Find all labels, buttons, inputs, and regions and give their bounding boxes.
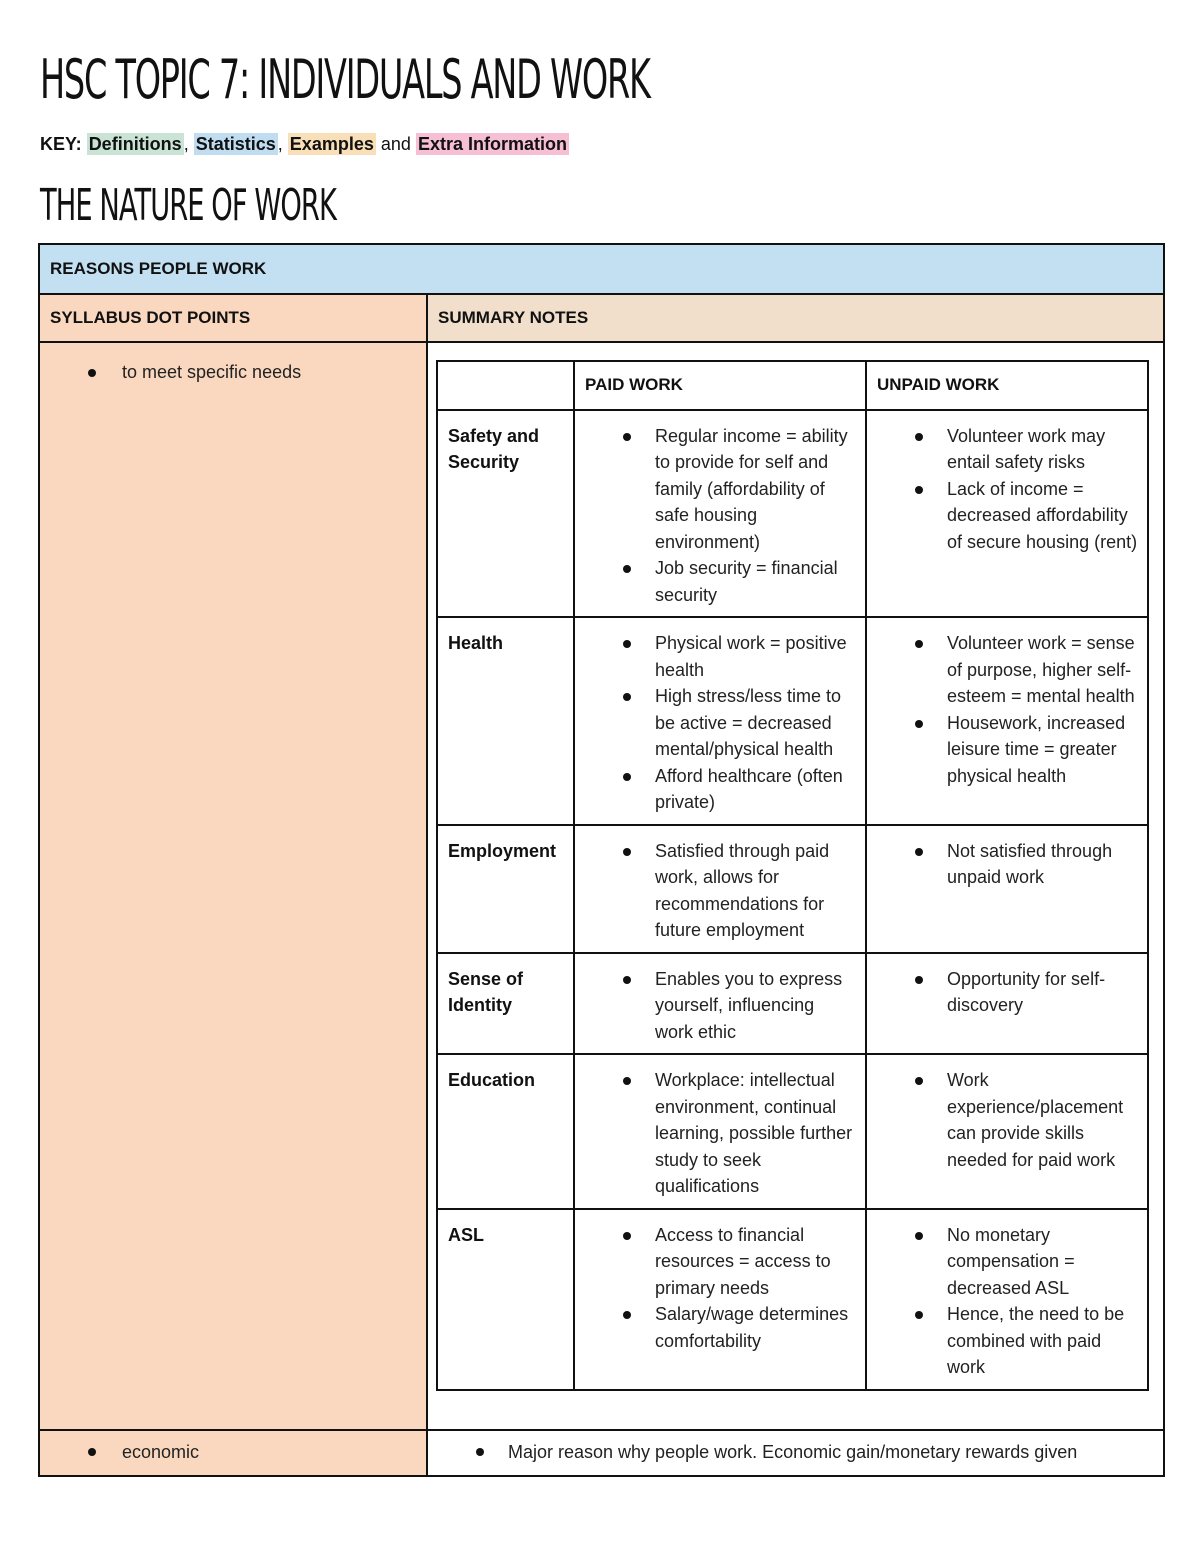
row-category: ASL bbox=[437, 1209, 574, 1390]
key-legend bbox=[40, 132, 569, 156]
unpaid-work-point: Volunteer work may entail safety risks bbox=[877, 423, 1139, 476]
key-extra-information: Extra Information bbox=[417, 134, 567, 154]
unpaid-work-point: Hence, the need to be combined with paid work bbox=[877, 1301, 1139, 1381]
row-category: Health bbox=[437, 617, 574, 825]
paid-work-point: Regular income = ability to provide for self and family (affordability of safe housing environment) bbox=[585, 423, 857, 556]
unpaid-work-point: Volunteer work = sense of purpose, higher self-esteem = mental health bbox=[877, 630, 1139, 710]
paid-work-point: Job security = financial security bbox=[585, 555, 857, 608]
unpaid-work-cell bbox=[866, 1209, 1148, 1390]
paid-work-cell bbox=[574, 1054, 866, 1209]
row-category: Education bbox=[437, 1054, 574, 1209]
unpaid-work-cell bbox=[866, 953, 1148, 1055]
column-header-syllabus: SYLLABUS DOT POINTS bbox=[39, 294, 427, 342]
unpaid-work-cell bbox=[866, 825, 1148, 953]
row-category: Employment bbox=[437, 825, 574, 953]
reasons-table bbox=[38, 243, 1165, 1477]
table-row bbox=[437, 617, 1148, 825]
paid-work-cell bbox=[574, 617, 866, 825]
key-examples: Examples bbox=[289, 134, 374, 154]
summary-cell bbox=[427, 1430, 1164, 1476]
unpaid-work-cell bbox=[866, 1054, 1148, 1209]
summary-point: Major reason why people work. Economic gain/monetary rewards given bbox=[428, 1439, 1163, 1466]
key-and: and bbox=[380, 134, 411, 154]
column-header-paid: PAID WORK bbox=[574, 361, 866, 410]
paid-work-cell bbox=[574, 1209, 866, 1390]
unpaid-work-point: Lack of income = decreased affordability of secure housing (rent) bbox=[877, 476, 1139, 556]
table-row bbox=[437, 1054, 1148, 1209]
paid-unpaid-table bbox=[436, 360, 1149, 1391]
row-category: Safety and Security bbox=[437, 410, 574, 618]
table-row bbox=[437, 953, 1148, 1055]
paid-work-point: Access to financial resources = access to primary needs bbox=[585, 1222, 857, 1302]
syllabus-point: economic bbox=[40, 1439, 426, 1466]
unpaid-work-point: Not satisfied through unpaid work bbox=[877, 838, 1139, 891]
row-category: Sense of Identity bbox=[437, 953, 574, 1055]
table-row bbox=[437, 825, 1148, 953]
syllabus-cell bbox=[39, 342, 427, 1430]
key-definitions: Definitions bbox=[88, 134, 182, 154]
key-statistics: Statistics bbox=[195, 134, 276, 154]
unpaid-work-point: No monetary compensation = decreased ASL bbox=[877, 1222, 1139, 1302]
unpaid-work-point: Work experience/placement can provide skills needed for paid work bbox=[877, 1067, 1139, 1173]
column-header-unpaid: UNPAID WORK bbox=[866, 361, 1148, 410]
section-title: THE NATURE OF WORK bbox=[40, 180, 336, 231]
paid-work-point: Workplace: intellectual environment, continual learning, possible further study to seek qualifications bbox=[585, 1067, 857, 1200]
paid-work-cell bbox=[574, 825, 866, 953]
column-header-summary: SUMMARY NOTES bbox=[427, 294, 1164, 342]
paid-work-cell bbox=[574, 953, 866, 1055]
paid-work-cell bbox=[574, 410, 866, 618]
unpaid-work-cell bbox=[866, 410, 1148, 618]
key-separator: , bbox=[183, 134, 189, 154]
paid-work-point: Afford healthcare (often private) bbox=[585, 763, 857, 816]
paid-work-point: Salary/wage determines comfortability bbox=[585, 1301, 857, 1354]
syllabus-point: to meet specific needs bbox=[40, 359, 426, 386]
paid-work-point: Satisfied through paid work, allows for recommendations for future employment bbox=[585, 838, 857, 944]
paid-work-point: Physical work = positive health bbox=[585, 630, 857, 683]
paid-work-point: Enables you to express yourself, influencing work ethic bbox=[585, 966, 857, 1046]
key-separator: , bbox=[277, 134, 283, 154]
summary-cell bbox=[427, 342, 1164, 1430]
unpaid-work-point: Housework, increased leisure time = greater physical health bbox=[877, 710, 1139, 790]
key-prefix: KEY: bbox=[40, 134, 82, 154]
paid-work-point: High stress/less time to be active = decreased mental/physical health bbox=[585, 683, 857, 763]
inner-corner-cell bbox=[437, 361, 574, 410]
page-title: HSC TOPIC 7: INDIVIDUALS AND WORK bbox=[40, 48, 650, 111]
table-row bbox=[437, 410, 1148, 618]
unpaid-work-cell bbox=[866, 617, 1148, 825]
table-row bbox=[437, 1209, 1148, 1390]
table-heading: REASONS PEOPLE WORK bbox=[39, 244, 1164, 294]
syllabus-cell bbox=[39, 1430, 427, 1476]
unpaid-work-point: Opportunity for self-discovery bbox=[877, 966, 1139, 1019]
